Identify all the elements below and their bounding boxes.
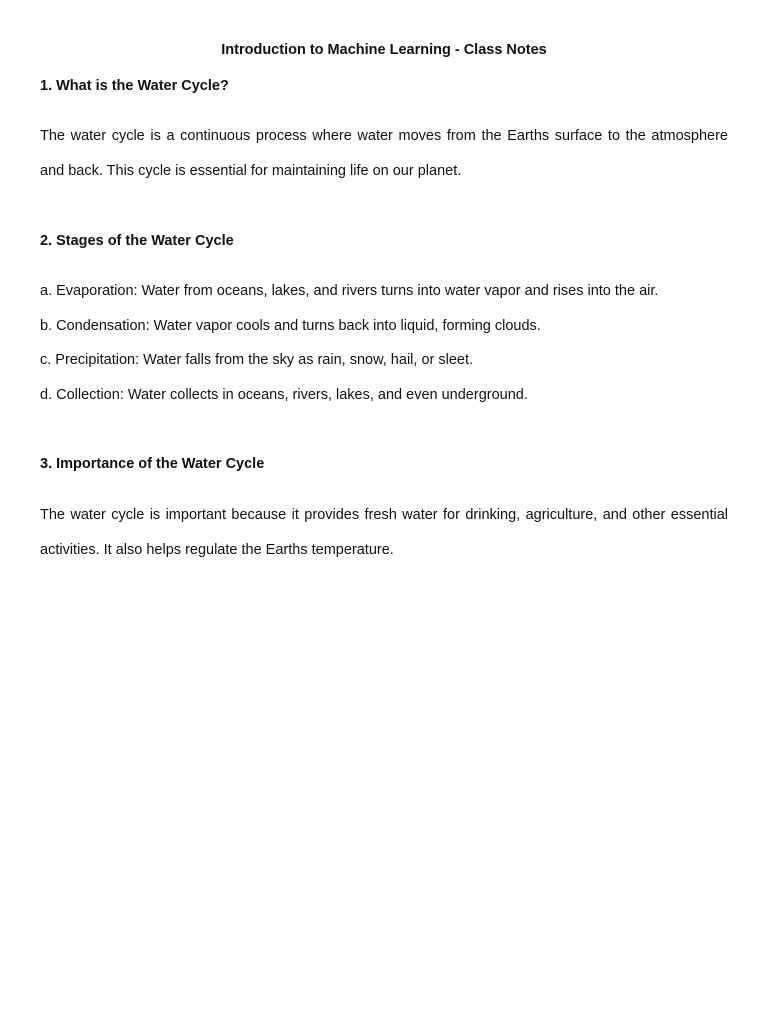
stage-item-collection: d. Collection: Water collects in oceans, rivers, lakes, and even underground. <box>40 386 528 403</box>
stage-item-evaporation: a. Evaporation: Water from oceans, lakes, and rivers turns into water vapor and rises into the air. <box>40 283 659 299</box>
section-1-paragraph: The water cycle is a continuous process where water moves from the Earths surface to the atmosphere and back. This cycle is essential for maintaining life on our planet. <box>40 128 728 179</box>
section-2-heading: 2. Stages of the Water Cycle <box>40 233 234 249</box>
section-1-heading: 1. What is the Water Cycle? <box>40 78 229 94</box>
section-3-paragraph: The water cycle is important because it provides fresh water for drinking, agriculture, and other essential activities. It also helps regulate the Earths temperature. <box>40 507 728 558</box>
document-title: Introduction to Machine Learning - Class Notes <box>221 42 547 58</box>
stage-item-condensation: b. Condensation: Water vapor cools and turns back into liquid, forming clouds. <box>40 317 541 334</box>
stages-list <box>40 281 740 419</box>
stage-item-precipitation: c. Precipitation: Water falls from the sky as rain, snow, hail, or sleet. <box>40 352 474 369</box>
section-3-heading: 3. Importance of the Water Cycle <box>40 456 265 472</box>
